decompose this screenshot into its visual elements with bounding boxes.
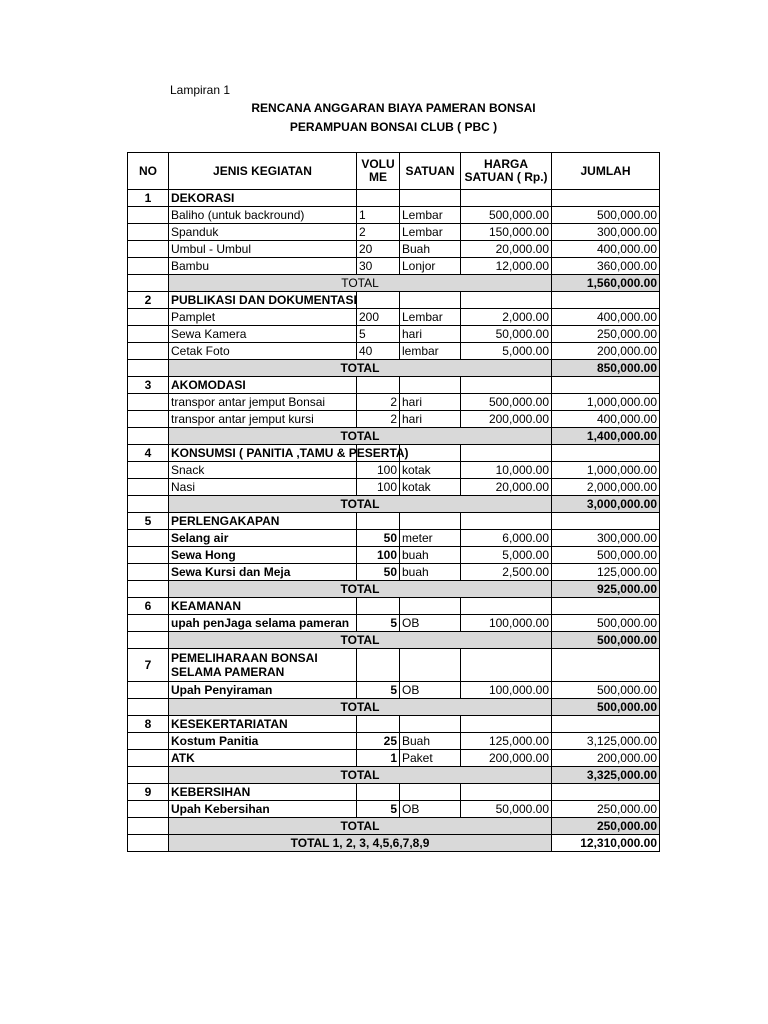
item-unit: Lembar [400, 207, 461, 224]
item-name: Sewa Kursi dan Meja [169, 564, 357, 581]
table-row [128, 615, 660, 632]
section-number: 8 [128, 716, 169, 733]
item-unit: Lembar [400, 224, 461, 241]
item-name: transpor antar jemput kursi [169, 411, 357, 428]
item-unit: kotak [400, 462, 461, 479]
section-total-amount: 1,400,000.00 [552, 428, 660, 445]
section-number: 5 [128, 513, 169, 530]
item-qty: 100 [357, 479, 400, 496]
section-row [128, 513, 660, 530]
item-unit: Buah [400, 733, 461, 750]
table-row [128, 750, 660, 767]
column-header-jenis: JENIS KEGIATAN [169, 153, 357, 190]
table-row [128, 564, 660, 581]
table-row [128, 326, 660, 343]
item-name: Pamplet [169, 309, 357, 326]
item-amount: 250,000.00 [552, 326, 660, 343]
item-amount: 500,000.00 [552, 547, 660, 564]
item-name: Nasi [169, 479, 357, 496]
item-unit: OB [400, 801, 461, 818]
item-unit: OB [400, 682, 461, 699]
grand-total-row [128, 835, 660, 852]
item-price: 125,000.00 [461, 733, 552, 750]
column-header-jumlah: JUMLAH [552, 153, 660, 190]
item-amount: 1,000,000.00 [552, 394, 660, 411]
item-amount: 300,000.00 [552, 224, 660, 241]
item-name: Snack [169, 462, 357, 479]
section-total-amount: 500,000.00 [552, 632, 660, 649]
item-price: 150,000.00 [461, 224, 552, 241]
table-row [128, 733, 660, 750]
item-amount: 500,000.00 [552, 615, 660, 632]
item-name: Bambu [169, 258, 357, 275]
item-unit: buah [400, 564, 461, 581]
item-unit: OB [400, 615, 461, 632]
item-name: ATK [169, 750, 357, 767]
table-row [128, 394, 660, 411]
section-total-row [128, 581, 660, 598]
table-row [128, 801, 660, 818]
item-qty: 200 [357, 309, 400, 326]
section-total-amount: 1,560,000.00 [552, 275, 660, 292]
item-name: Umbul - Umbul [169, 241, 357, 258]
section-total-row [128, 699, 660, 716]
item-qty: 5 [357, 682, 400, 699]
section-name: KESEKERTARIATAN [169, 716, 357, 733]
item-unit: Buah [400, 241, 461, 258]
section-total-amount: 500,000.00 [552, 699, 660, 716]
section-name: PUBLIKASI DAN DOKUMENTASI [169, 292, 357, 309]
item-price: 500,000.00 [461, 394, 552, 411]
item-price: 2,000.00 [461, 309, 552, 326]
table-row [128, 224, 660, 241]
section-row [128, 784, 660, 801]
item-price: 100,000.00 [461, 615, 552, 632]
section-name: DEKORASI [169, 190, 357, 207]
item-amount: 3,125,000.00 [552, 733, 660, 750]
item-name: upah penJaga selama pameran [169, 615, 357, 632]
section-total-amount: 3,000,000.00 [552, 496, 660, 513]
item-price: 6,000.00 [461, 530, 552, 547]
item-qty: 25 [357, 733, 400, 750]
table-row [128, 547, 660, 564]
section-number: 4 [128, 445, 169, 462]
section-total-label: TOTAL [169, 428, 552, 445]
item-unit: Lembar [400, 309, 461, 326]
item-price: 5,000.00 [461, 547, 552, 564]
item-unit: lembar [400, 343, 461, 360]
section-name: PERLENGAKAPAN [169, 513, 357, 530]
item-price: 50,000.00 [461, 326, 552, 343]
section-total-amount: 250,000.00 [552, 818, 660, 835]
section-row [128, 716, 660, 733]
table-row [128, 258, 660, 275]
section-total-label: TOTAL [169, 496, 552, 513]
document-subtitle: PERAMPUAN BONSAI CLUB ( PBC ) [289, 120, 498, 134]
section-name: PEMELIHARAAN BONSAI SELAMA PAMERAN [169, 649, 357, 682]
section-total-row [128, 818, 660, 835]
item-qty: 2 [357, 394, 400, 411]
table-row [128, 682, 660, 699]
item-name: Cetak Foto [169, 343, 357, 360]
item-amount: 200,000.00 [552, 343, 660, 360]
item-name: Baliho (untuk backround) [169, 207, 357, 224]
item-qty: 5 [357, 615, 400, 632]
item-name: Upah Kebersihan [169, 801, 357, 818]
grand-total-amount: 12,310,000.00 [552, 835, 660, 852]
item-unit: Lonjor [400, 258, 461, 275]
item-qty: 100 [357, 547, 400, 564]
item-amount: 500,000.00 [552, 207, 660, 224]
section-total-label: TOTAL [169, 699, 552, 716]
section-number: 2 [128, 292, 169, 309]
item-price: 200,000.00 [461, 411, 552, 428]
section-name-text: KONSUMSI ( PANITIA ,TAMU & PESERTA) [171, 445, 409, 460]
section-total-row [128, 496, 660, 513]
section-row [128, 292, 660, 309]
item-amount: 400,000.00 [552, 309, 660, 326]
section-total-amount: 925,000.00 [552, 581, 660, 598]
section-name: KEAMANAN [169, 598, 357, 615]
item-amount: 1,000,000.00 [552, 462, 660, 479]
item-amount: 300,000.00 [552, 530, 660, 547]
item-qty: 1 [357, 207, 400, 224]
section-total-row [128, 360, 660, 377]
item-amount: 400,000.00 [552, 241, 660, 258]
section-row [128, 445, 660, 462]
section-row [128, 190, 660, 207]
section-total-label: TOTAL [169, 360, 552, 377]
table-row [128, 411, 660, 428]
item-qty: 40 [357, 343, 400, 360]
item-price: 12,000.00 [461, 258, 552, 275]
section-total-amount: 850,000.00 [552, 360, 660, 377]
item-price: 10,000.00 [461, 462, 552, 479]
item-unit: hari [400, 326, 461, 343]
section-total-label: TOTAL [169, 632, 552, 649]
item-amount: 2,000,000.00 [552, 479, 660, 496]
table-header-row [128, 153, 660, 190]
column-header-satuan: SATUAN [400, 153, 461, 190]
table-row [128, 479, 660, 496]
section-total-label: TOTAL [169, 767, 552, 784]
item-price: 5,000.00 [461, 343, 552, 360]
item-unit: buah [400, 547, 461, 564]
budget-table [127, 152, 660, 852]
item-name: Upah Penyiraman [169, 682, 357, 699]
item-amount: 500,000.00 [552, 682, 660, 699]
section-name [169, 445, 409, 462]
item-price: 100,000.00 [461, 682, 552, 699]
item-name: Spanduk [169, 224, 357, 241]
section-total-row [128, 428, 660, 445]
table-row [128, 343, 660, 360]
section-number: 9 [128, 784, 169, 801]
item-unit: meter [400, 530, 461, 547]
item-price: 2,500.00 [461, 564, 552, 581]
item-name: Kostum Panitia [169, 733, 357, 750]
item-amount: 200,000.00 [552, 750, 660, 767]
column-header-harga: HARGA SATUAN ( Rp.) [461, 153, 552, 190]
section-name: AKOMODASI [169, 377, 357, 394]
item-qty: 1 [357, 750, 400, 767]
item-qty: 100 [357, 462, 400, 479]
item-amount: 125,000.00 [552, 564, 660, 581]
item-name: Sewa Kamera [169, 326, 357, 343]
table-row [128, 309, 660, 326]
item-price: 20,000.00 [461, 241, 552, 258]
document-title: RENCANA ANGGARAN BIAYA PAMERAN BONSAI [251, 101, 536, 115]
item-qty: 2 [357, 411, 400, 428]
table-row [128, 530, 660, 547]
section-total-amount: 3,325,000.00 [552, 767, 660, 784]
table-row [128, 207, 660, 224]
item-price: 50,000.00 [461, 801, 552, 818]
item-qty: 50 [357, 530, 400, 547]
section-number: 3 [128, 377, 169, 394]
item-amount: 250,000.00 [552, 801, 660, 818]
section-row [128, 377, 660, 394]
section-row [128, 598, 660, 615]
item-qty: 30 [357, 258, 400, 275]
item-unit: Paket [400, 750, 461, 767]
column-header-volume: VOLU ME [357, 153, 400, 190]
section-total-label: TOTAL [169, 275, 552, 292]
table-row [128, 241, 660, 258]
section-total-label: TOTAL [169, 581, 552, 598]
section-name: KEBERSIHAN [169, 784, 357, 801]
item-price: 20,000.00 [461, 479, 552, 496]
section-total-row [128, 275, 660, 292]
item-qty: 5 [357, 326, 400, 343]
section-number: 7 [128, 649, 169, 682]
item-name: transpor antar jemput Bonsai [169, 394, 357, 411]
item-price: 500,000.00 [461, 207, 552, 224]
item-qty: 2 [357, 224, 400, 241]
item-amount: 360,000.00 [552, 258, 660, 275]
section-number: 1 [128, 190, 169, 207]
item-unit: hari [400, 394, 461, 411]
grand-total-label: TOTAL 1, 2, 3, 4,5,6,7,8,9 [169, 835, 552, 852]
section-total-row [128, 767, 660, 784]
attachment-label: Lampiran 1 [170, 83, 231, 97]
item-unit: hari [400, 411, 461, 428]
item-unit: kotak [400, 479, 461, 496]
item-price: 200,000.00 [461, 750, 552, 767]
table-row [128, 462, 660, 479]
item-amount: 400,000.00 [552, 411, 660, 428]
item-qty: 5 [357, 801, 400, 818]
column-header-no: NO [128, 153, 169, 190]
item-name: Sewa Hong [169, 547, 357, 564]
item-name: Selang air [169, 530, 357, 547]
item-qty: 50 [357, 564, 400, 581]
section-total-row [128, 632, 660, 649]
item-qty: 20 [357, 241, 400, 258]
section-row [128, 649, 660, 682]
section-number: 6 [128, 598, 169, 615]
section-total-label: TOTAL [169, 818, 552, 835]
